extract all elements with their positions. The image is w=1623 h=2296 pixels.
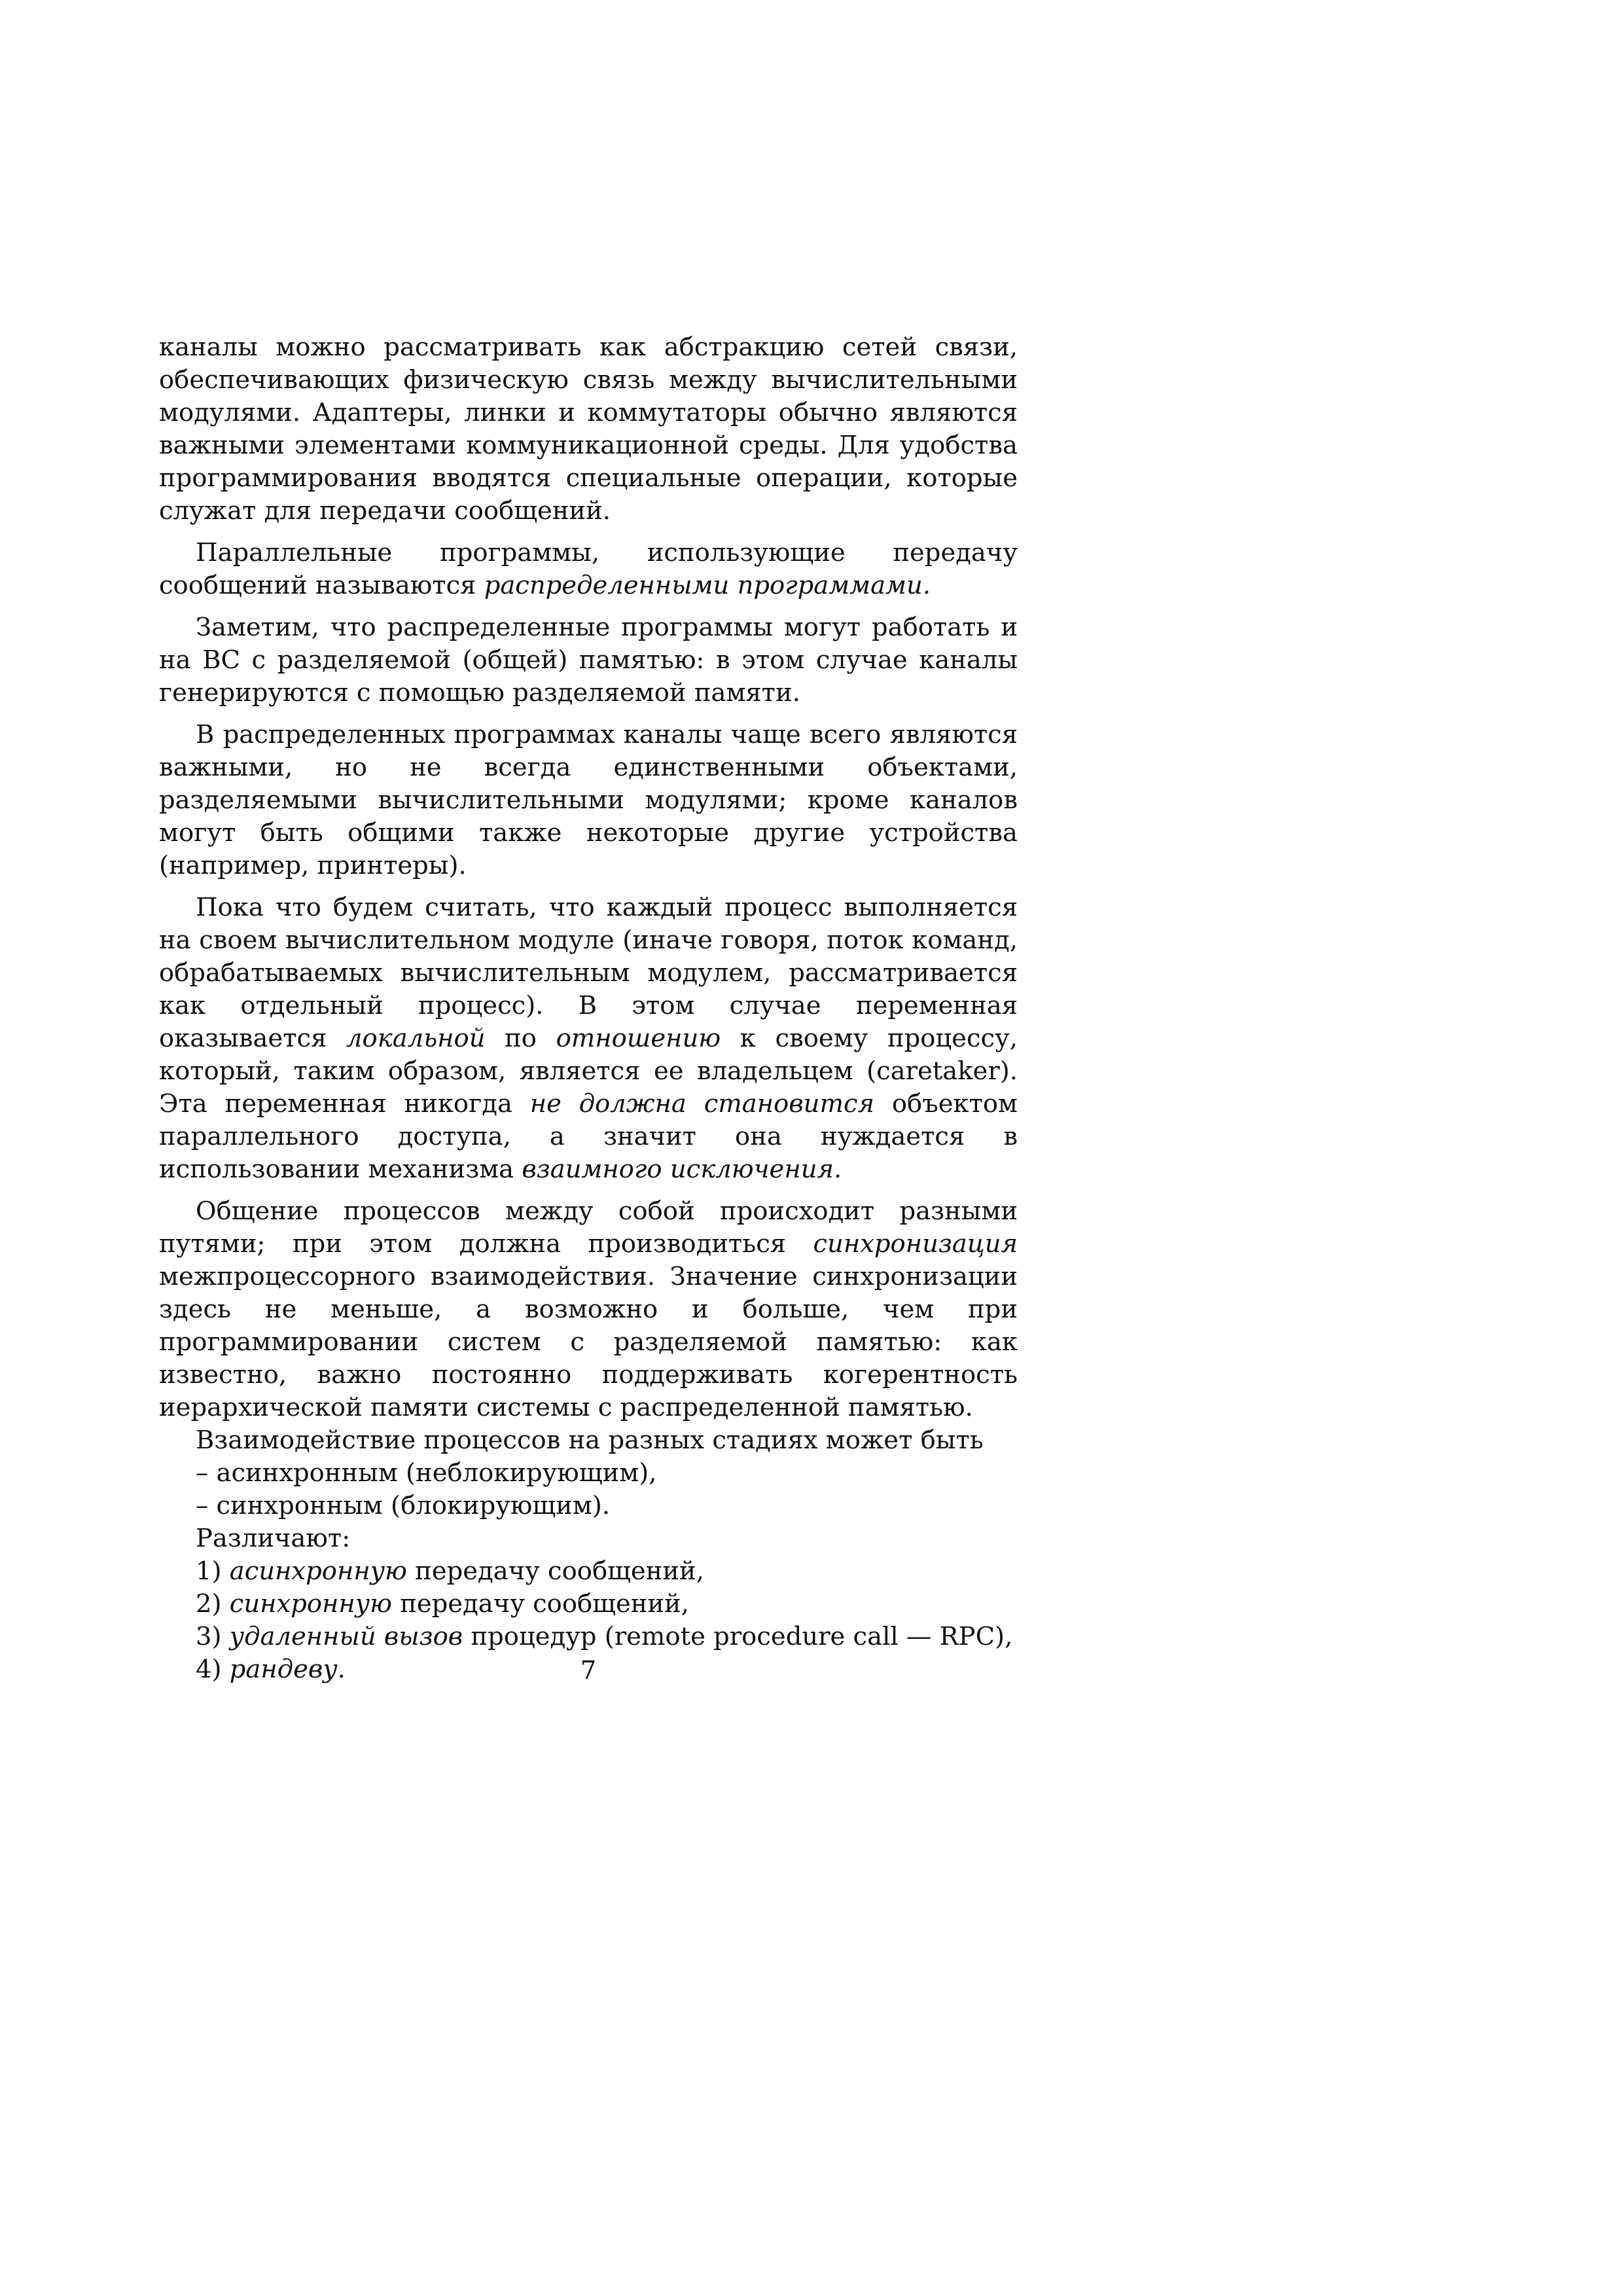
paragraph-local-variable: Пока что будем считать, что каждый процесс выполняется на своем вычислительном модуле (иначе говоря, поток команд, обрабатываемых вычислительным модулем, рассматривается как отдельный процесс). В этом случае переменная оказывается локальной по отношению к своему процессу, который, таким образом, является ее владельцем (caretaker). Эта переменная никогда не должна становится объектом параллельного доступа, а значит она нуждается в использовании механизма взаимного исключения. xyxy=(159,893,1018,1184)
interaction-intro: Взаимодействие процессов на разных стадиях может быть xyxy=(196,1426,984,1455)
paragraph-synchronization: Общение процессов между собой происходит разными путями; при этом должна производиться синхронизация межпроцессорного взаимодействия. Значение синхронизации здесь не меньше, а возможно и больше, чем при программировании систем с разделяемой памятью: как известно, важно постоянно поддерживать когерентность иерархической памяти системы с распределенной памятью. xyxy=(159,1196,1018,1422)
term-synchronization: синхронизация xyxy=(813,1229,1018,1259)
term-distributed-programs: распределенными программами. xyxy=(484,571,931,600)
interaction-list xyxy=(159,1424,1018,1522)
paragraph-shared-memory: Заметим, что распределенные программы могут работать и на ВС с разделяемой (общей) памятью: в этом случае каналы генерируются с помощью разделяемой памяти. xyxy=(159,613,1018,708)
paragraph-channels-objects: В распределенных программах каналы чаще всего являются важными, но не всегда единственными объектами, разделяемыми вычислительными модулями; кроме каналов могут быть общими также некоторые другие устройства (например, принтеры). xyxy=(159,720,1018,880)
distinguish-intro: Различают: xyxy=(196,1524,351,1553)
list-item: 3) удаленный вызов процедур (remote procedure call — RPC), xyxy=(196,1622,1013,1651)
term-relation: отношению xyxy=(556,1024,721,1053)
page-number: 7 xyxy=(580,1656,597,1685)
paragraph-channels: каналы можно рассматривать как абстракцию сетей связи, обеспечивающих физическую связь между вычислительными модулями. Адаптеры, линки и коммутаторы обычно являются важными элементами коммуникационной среды. Для удобства программирования вводятся специальные операции, которые служат для передачи сообщений. xyxy=(159,332,1018,526)
term-local: локальной xyxy=(346,1024,486,1053)
page xyxy=(159,331,1018,1686)
paragraph-distributed-programs: Параллельные программы, использующие передачу сообщений называются распределенными программами. xyxy=(159,538,1018,600)
list-item: 2) синхронную передачу сообщений, xyxy=(196,1589,689,1619)
text-column xyxy=(159,331,1018,1686)
list-item: 1) асинхронную передачу сообщений, xyxy=(196,1556,704,1586)
list-item: – синхронным (блокирующим). xyxy=(196,1491,611,1520)
term-mutual-exclusion: взаимного исключения. xyxy=(522,1155,842,1184)
list-item: 4) рандеву. xyxy=(196,1655,346,1684)
term-must-not-become: не должна становится xyxy=(529,1089,875,1119)
list-item: – асинхронным (неблокирующим), xyxy=(196,1458,657,1488)
